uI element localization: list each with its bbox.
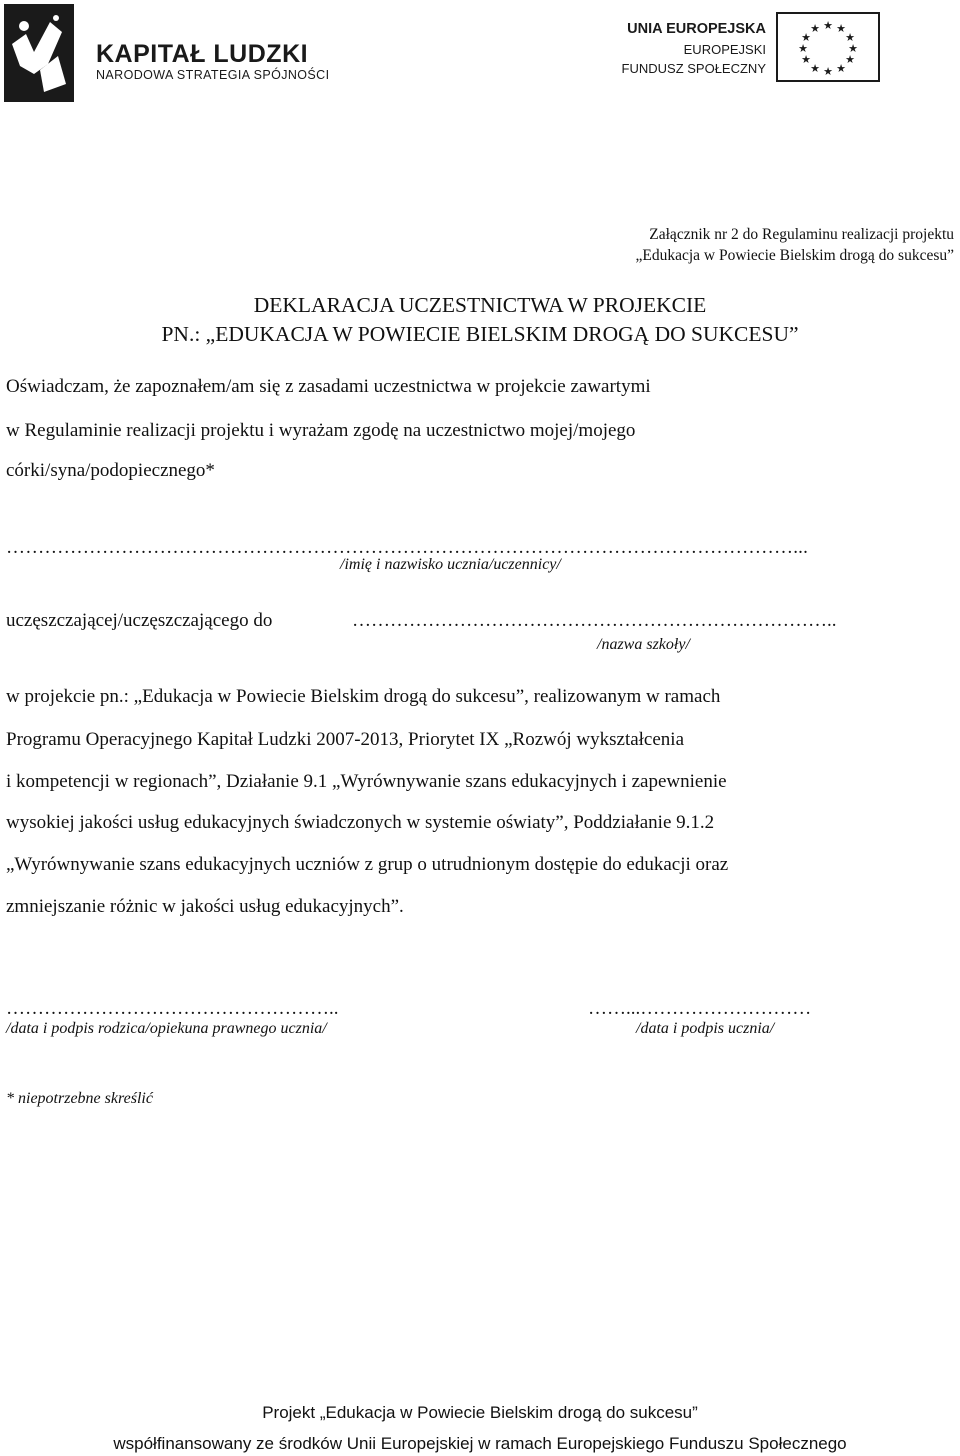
svg-text:★: ★ [836,62,846,75]
svg-text:★: ★ [845,31,855,44]
svg-text:★: ★ [810,22,820,35]
svg-text:★: ★ [848,42,858,55]
eu-flag-icon [776,12,880,82]
eu-logo-line-1: UNIA EUROPEJSKA [627,21,766,37]
svg-text:★: ★ [801,31,811,44]
kapital-ludzki-title: KAPITAŁ LUDZKI [96,40,309,68]
kapital-ludzki-emblem-icon [4,4,74,102]
pupil-signature-field[interactable]: ……...……………………… [588,998,812,1019]
declaration-line-2: w Regulaminie realizacji projektu i wyrażam zgodę na uczestnictwo mojej/mojego [6,420,636,441]
eu-logo-line-2: EUROPEJSKI [683,42,766,57]
footnote: * niepotrzebne skreślić [6,1090,153,1107]
parent-signature-field[interactable]: …………………………………………….. [6,998,339,1019]
document-title-line-2: PN.: „EDUKACJA W POWIECIE BIELSKIM DROGĄ DO SUKCESU” [161,322,799,346]
school-name-caption: /nazwa szkoły/ [597,636,690,653]
annex-line-1: Załącznik nr 2 do Regulaminu realizacji projektu [649,226,954,243]
document-title [0,291,960,349]
footer-line-2: współfinansowany ze środków Unii Europejskiej w ramach Europejskiego Funduszu Społecznego [113,1434,847,1453]
project-paragraph-line-4: wysokiej jakości usług edukacyjnych świadczonych w systemie oświaty”, Poddziałanie 9.1.2 [6,812,715,833]
project-paragraph-line-2: Programu Operacyjnego Kapitał Ludzki 2007-2013, Priorytet IX „Rozwój wykształcenia [6,729,685,750]
svg-text:★: ★ [836,22,846,35]
footer-line-1: Projekt „Edukacja w Powiecie Bielskim drogą do sukcesu” [262,1403,698,1422]
project-paragraph-line-3: i kompetencji w regionach”, Działanie 9.1 „Wyrównywanie szans edukacyjnych i zapewnienie [6,771,727,792]
declaration-line-1: Oświadczam, że zapoznałem/am się z zasadami uczestnictwa w projekcie zawartymi [6,376,651,397]
svg-text:★: ★ [801,53,811,66]
kapital-ludzki-logo [4,4,330,102]
svg-text:★: ★ [823,65,833,78]
svg-text:★: ★ [798,42,808,55]
eu-logo-line-3: FUNDUSZ SPOŁECZNY [621,61,766,76]
svg-text:★: ★ [810,62,820,75]
svg-text:★: ★ [823,19,833,32]
pupil-signature-caption: /data i podpis ucznia/ [636,1020,775,1037]
school-label: uczęszczającej/uczęszczającego do [6,610,273,631]
eu-logo [620,12,882,84]
project-paragraph-line-1: w projekcie pn.: „Edukacja w Powiecie Bielskim drogą do sukcesu”, realizowanym w ramach [6,686,721,707]
pupil-name-caption: /imię i nazwisko ucznia/uczennicy/ [340,556,561,573]
document-title-line-1: DEKLARACJA UCZESTNICTWA W PROJEKCIE [253,293,707,317]
kapital-ludzki-subtitle: NARODOWA STRATEGIA SPÓJNOŚCI [96,68,330,82]
parent-signature-caption: /data i podpis rodzica/opiekuna prawnego ucznia/ [6,1020,327,1037]
school-name-field[interactable]: ………………………………………………………………….. [352,610,837,631]
declaration-line-3: córki/syna/podopiecznego* [6,460,215,481]
project-paragraph-line-5: „Wyrównywanie szans edukacyjnych uczniów z grup o utrudnionym dostępie do edukacji oraz [6,854,729,875]
pupil-name-field[interactable]: ……………………………………………………………………………………………………………... [6,537,809,558]
project-paragraph-line-6: zmniejszanie różnic w jakości usług edukacyjnych”. [6,896,404,917]
annex-line-2: „Edukacja w Powiecie Bielskim drogą do sukcesu” [635,247,954,264]
svg-text:★: ★ [845,53,855,66]
annex-note [635,224,954,266]
